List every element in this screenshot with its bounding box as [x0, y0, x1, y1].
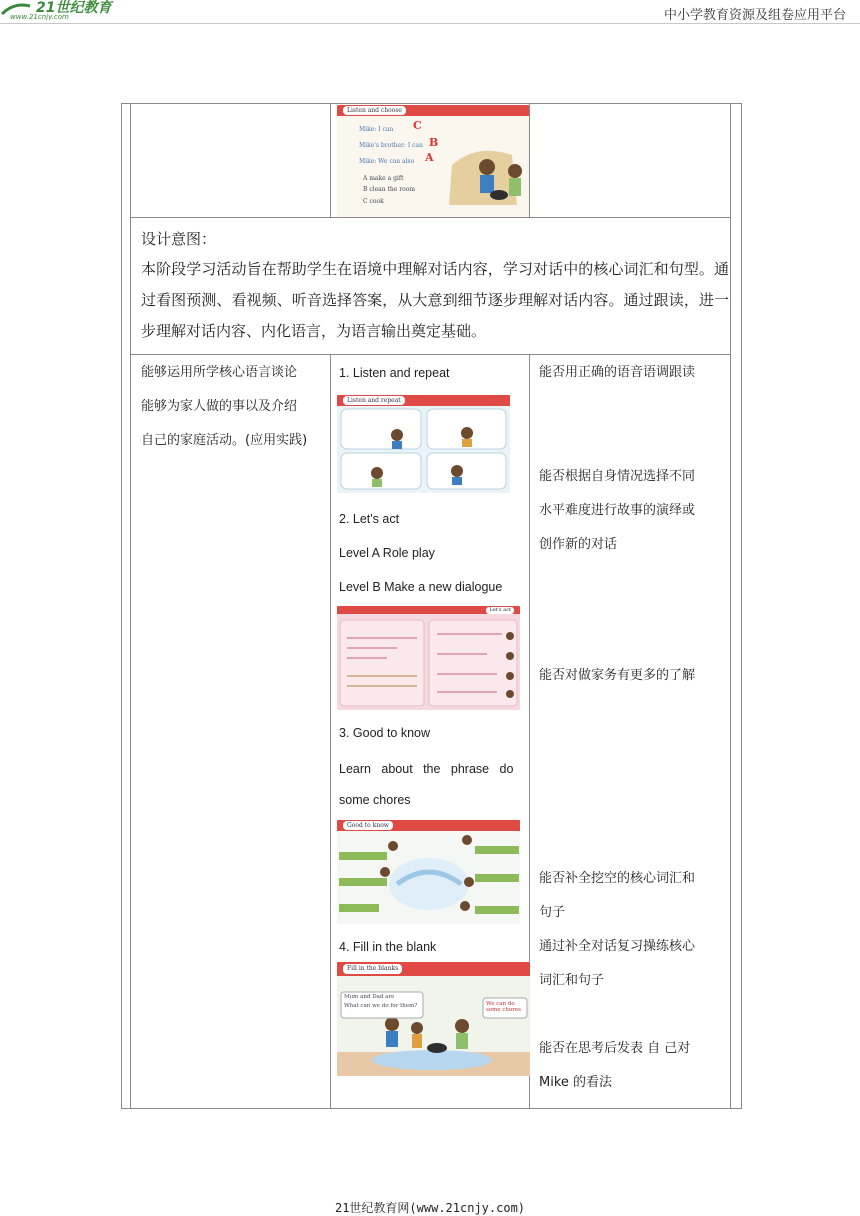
- activity-3-line-1: Learn about the phrase do: [339, 762, 514, 776]
- activity-2-level-a: Level A Role play: [339, 546, 435, 560]
- listen-and-repeat-image: Listen and repeat: [337, 395, 510, 493]
- lets-act-image: Let's act: [337, 606, 520, 710]
- footer-site-link[interactable]: 21世纪教育网(www.21cnjy.com): [334, 1201, 526, 1215]
- design-intent-title: 设计意图：: [141, 230, 217, 248]
- activity-3-line-2: some chores: [339, 793, 411, 807]
- design-intent-body: 本阶段学习活动旨在帮助学生在语境中理解对话内容，学习对话中的核心词汇和句型。通过看图预测、看视频、听音选择答案，从大意到细节逐步理解对话内容。通过跟读，进一步理解对话内容、内化语言，为语言输出奠定基础。: [141, 260, 729, 340]
- activity-1-title: 1. Listen and repeat: [339, 366, 450, 380]
- evaluation-2-line-2: 水平难度进行故事的演绎或: [539, 503, 696, 518]
- listen-and-choose-image: Listen and choose Mike: I can Mike's brother: I can Mike: We can also C B A A make a gift B clean the room C cook: [337, 105, 529, 217]
- objective-line-2: 能够为家人做的事以及介绍: [141, 399, 298, 414]
- evaluation-2-line-3: 创作新的对话: [539, 537, 618, 552]
- evaluation-1: 能否用正确的语音语调跟读: [539, 365, 696, 380]
- objective-line-3: 自己的家庭活动。(应用实践): [141, 433, 308, 448]
- evaluation-4-line-1: 能否补全挖空的核心词汇和: [539, 871, 696, 886]
- header-platform-title: 中小学教育资源及组卷应用平台: [663, 8, 846, 23]
- evaluation-5-line-1: 通过补全对话复习操练核心: [539, 939, 696, 954]
- activity-3-title: 3. Good to know: [339, 726, 431, 740]
- evaluation-2-line-1: 能否根据自身情况选择不同: [539, 469, 696, 484]
- activity-2-title: 2. Let's act: [339, 512, 400, 526]
- svg-text:www.21cnjy.com: www.21cnjy.com: [10, 13, 69, 20]
- evaluation-5-line-2: 词汇和句子: [539, 973, 605, 988]
- header-divider: [0, 23, 860, 24]
- evaluation-6-line-1: 能否在思考后发表 自 己对: [539, 1041, 691, 1056]
- good-to-know-image: Good to know: [337, 820, 520, 924]
- activity-4-title: 4. Fill in the blank: [339, 940, 437, 954]
- evaluation-4-line-2: 句子: [539, 905, 566, 920]
- fill-in-the-blanks-image: Fill in the blanks Mum and Dad are What can we do for them? We can do some chores: [337, 962, 530, 1076]
- evaluation-6-line-2: Mike 的看法: [539, 1075, 613, 1090]
- activity-2-level-b: Level B Make a new dialogue: [339, 580, 503, 594]
- svg-text:21世纪教育: 21世纪教育: [36, 0, 112, 16]
- evaluation-3: 能否对做家务有更多的了解: [539, 668, 696, 683]
- objective-line-1: 能够运用所学核心语言谈论: [141, 365, 298, 380]
- site-logo: [0, 0, 150, 20]
